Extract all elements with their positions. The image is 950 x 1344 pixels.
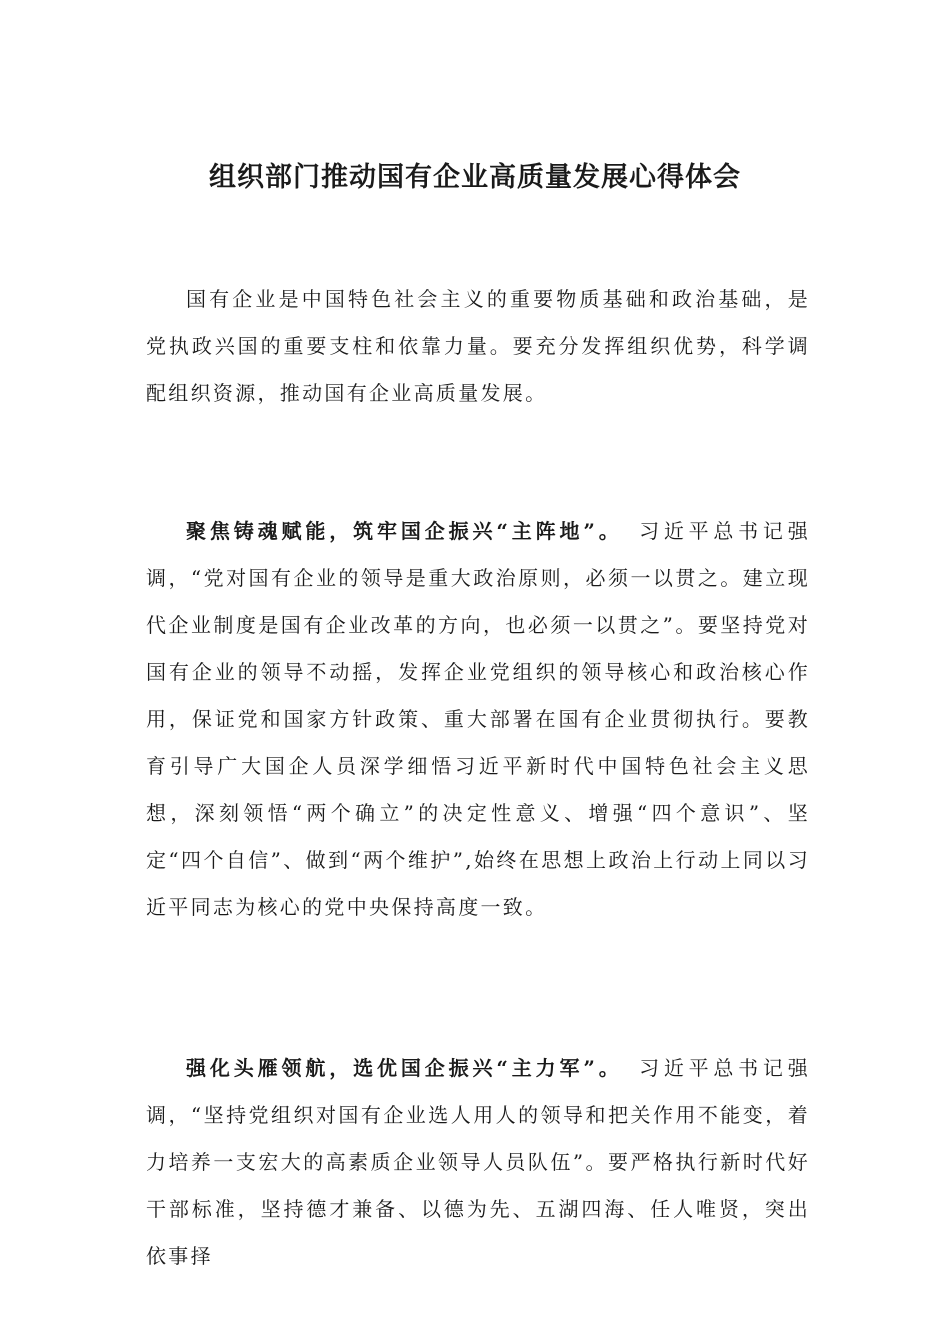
section-heading: 聚焦铸魂赋能，筑牢国企振兴“主阵地”。 <box>186 519 623 543</box>
paragraph-body: 习近平总书记强调，“党对国有企业的领导是重大政治原则，必须一以贯之。建立现代企业制度是国有企业改革的方向，也必须一以贯之”。要坚持党对国有企业的领导不动摇，发挥企业党组织的领导核心和政治核心作用，保证党和国家方针政策、重大部署在国有企业贯彻执行。要教育引导广大国企人员深学细悟习近平新时代中国特色社会主义思想，深刻领悟“两个确立”的决定性意义、增强“四个意识”、坚定“四个自信”、做到“两个维护”,始终在思想上政治上行动上同以习近平同志为核心的党中央保持高度一致。 <box>146 519 811 919</box>
paragraph-body: 习近平总书记强调，“坚持党组织对国有企业选人用人的领导和把关作用不能变，着力培养一支宏大的高素质企业领导人员队伍”。要严格执行新时代好干部标准，坚持德才兼备、以德为先、五湖四海、任人唯贤，突出依事择 <box>146 1056 811 1268</box>
paragraph-intro <box>146 276 810 417</box>
document-title: 组织部门推动国有企业高质量发展心得体会 <box>209 162 741 193</box>
section-heading: 强化头雁领航，选优国企振兴“主力军”。 <box>186 1056 623 1080</box>
paragraph-body: 国有企业是中国特色社会主义的重要物质基础和政治基础，是党执政兴国的重要支柱和依靠力量。要充分发挥组织优势，科学调配组织资源，推动国有企业高质量发展。 <box>146 287 810 405</box>
paragraph-section-1 <box>146 508 810 931</box>
paragraph-section-2 <box>146 1045 810 1280</box>
